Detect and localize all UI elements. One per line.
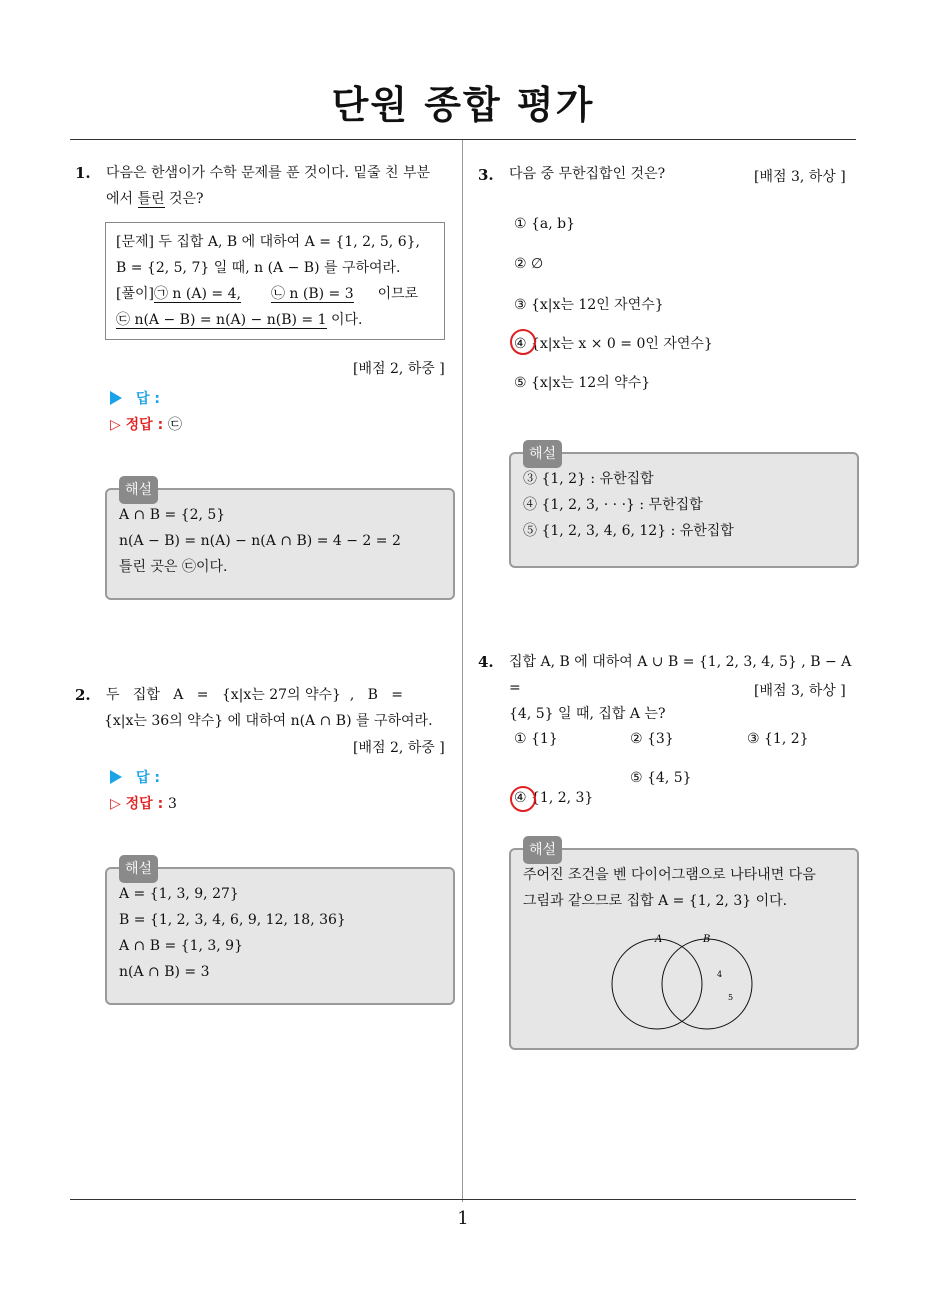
text-part: 것은?: [164, 191, 204, 207]
option[interactable]: ⑤ {4, 5}: [630, 770, 692, 786]
answer-label: 답 :: [136, 391, 160, 407]
option[interactable]: ③ {1, 2}: [747, 731, 809, 747]
question-number: 4.: [478, 653, 494, 671]
option-selected[interactable]: [514, 333, 926, 353]
column-divider: [462, 140, 463, 1202]
explanation-box: [509, 842, 859, 1050]
question-text: 다음 중 무한집합인 것은?: [509, 166, 666, 182]
explanation-line: n(A ∩ B) = 3: [119, 964, 210, 980]
question-text: [106, 682, 456, 734]
question-line: 다음은 한샘이가 수학 문제를 푼 것이다. 밑줄 친 부분: [106, 165, 431, 181]
option[interactable]: ② {3}: [630, 731, 674, 747]
venn-circle-b: [662, 939, 752, 1029]
venn-element: 5: [728, 993, 734, 1002]
text-part: 이다.: [326, 312, 363, 328]
option[interactable]: ① {a, b}: [514, 216, 576, 232]
correct-value: 3: [168, 796, 177, 812]
answer-row: [110, 388, 160, 408]
venn-label-a: A: [655, 934, 663, 945]
page-title: 단원 종합 평가: [331, 83, 595, 127]
explanation-line: ③ {1, 2} : 유한집합: [523, 471, 654, 487]
question-text: [106, 160, 458, 212]
correct-answer-row: ▷ 정답 : 3: [110, 796, 177, 812]
score-meta: [배점 2, 하중 ]: [353, 740, 445, 756]
option-text: ④ {1, 2, 3}: [514, 790, 594, 806]
option[interactable]: ③ {x|x는 12인 자연수}: [514, 297, 664, 313]
explanation-line: A = {1, 3, 9, 27}: [119, 886, 239, 902]
explanation-line: ⑤ {1, 2, 3, 4, 6, 12} : 유한집합: [523, 523, 734, 539]
underlined-text: 틀린: [137, 191, 165, 207]
page-number: 1: [457, 1208, 469, 1229]
text-part: 이므로: [377, 286, 419, 302]
header-divider: [70, 139, 856, 140]
venn-diagram: [611, 932, 811, 1032]
venn-element: 4: [717, 970, 723, 979]
step-a: ㉠ n (A) = 4,: [153, 286, 241, 302]
option[interactable]: ① {1}: [514, 731, 558, 747]
step-b: ㉡ n (B) = 3: [270, 286, 354, 302]
problem-box: [105, 222, 445, 340]
question-number: 1.: [75, 164, 91, 182]
correct-label: 정답 :: [125, 417, 164, 433]
answer-label: 답 :: [136, 770, 160, 786]
option[interactable]: ⑤ {x|x는 12의 약수}: [514, 375, 651, 391]
option-text: ④ {x|x는 x × 0 = 0인 자연수}: [514, 336, 713, 352]
explanation-box: [105, 482, 455, 600]
option-selected[interactable]: [514, 790, 926, 806]
explanation-tag: 해설: [523, 836, 562, 864]
explanation-line: n(A − B) = n(A) − n(A ∩ B) = 4 − 2 = 2: [119, 533, 401, 549]
explanation-tag: 해설: [119, 476, 158, 504]
question-number: 2.: [75, 686, 91, 704]
solution-line: [116, 281, 434, 307]
explanation-box: [105, 861, 455, 1005]
explanation-line: B = {1, 2, 3, 4, 6, 9, 12, 18, 36}: [119, 912, 346, 928]
problem-line: [문제] 두 집합 A, B 에 대하여 A = {1, 2, 5, 6},: [116, 234, 420, 250]
score-meta: [배점 2, 하중 ]: [353, 361, 445, 377]
explanation-line: A ∩ B = {2, 5}: [119, 507, 226, 523]
score-meta: [배점 3, 하상 ]: [754, 683, 846, 699]
footer-divider: [70, 1199, 856, 1200]
venn-label-b: B: [703, 934, 711, 945]
answer-row: [110, 767, 160, 787]
option[interactable]: ② ∅: [514, 256, 544, 272]
solution-label: [풀이]: [116, 286, 154, 302]
question-line: 두 집합 A = {x|x는 27의 약수} , B =: [106, 687, 404, 703]
explanation-line: ④ {1, 2, 3, · · ·} : 무한집합: [523, 497, 703, 513]
correct-answer-row: ▷ 정답 : ㉢: [110, 417, 183, 433]
explanation-line: 그림과 같으므로 집합 A = {1, 2, 3} 이다.: [523, 893, 788, 909]
step-c: ㉢ n(A − B) = n(A) − n(B) = 1: [116, 312, 327, 328]
explanation-tag: 해설: [523, 440, 562, 468]
correct-value: ㉢: [168, 417, 183, 433]
solution-line: [116, 307, 434, 333]
text-part: 에서: [106, 191, 138, 207]
question-line: 집합 A, B 에 대하여 A ∪ B = {1, 2, 3, 4, 5} , B − A =: [509, 654, 852, 696]
problem-line: B = {2, 5, 7} 일 때, n (A − B) 를 구하여라.: [116, 260, 401, 276]
correct-label: 정답 :: [125, 796, 164, 812]
selection-circle: [510, 329, 536, 355]
question-line: {x|x는 36의 약수} 에 대하여 n(A ∩ B) 를 구하여라.: [104, 713, 433, 729]
explanation-box: [509, 446, 859, 568]
play-icon: [110, 770, 122, 784]
play-icon: [110, 391, 122, 405]
explanation-line: A ∩ B = {1, 3, 9}: [119, 938, 243, 954]
explanation-tag: 해설: [119, 855, 158, 883]
explanation-line: 주어진 조건을 벤 다이어그램으로 나타내면 다음: [523, 867, 816, 883]
selection-circle: [510, 786, 536, 812]
explanation-line: 틀린 곳은 ㉢이다.: [119, 559, 228, 575]
question-line: [106, 186, 458, 212]
question-line: {4, 5} 일 때, 집합 A 는?: [509, 706, 666, 722]
score-meta: [배점 3, 하상 ]: [754, 169, 846, 185]
venn-circle-a: [612, 939, 702, 1029]
question-number: 3.: [478, 166, 494, 184]
